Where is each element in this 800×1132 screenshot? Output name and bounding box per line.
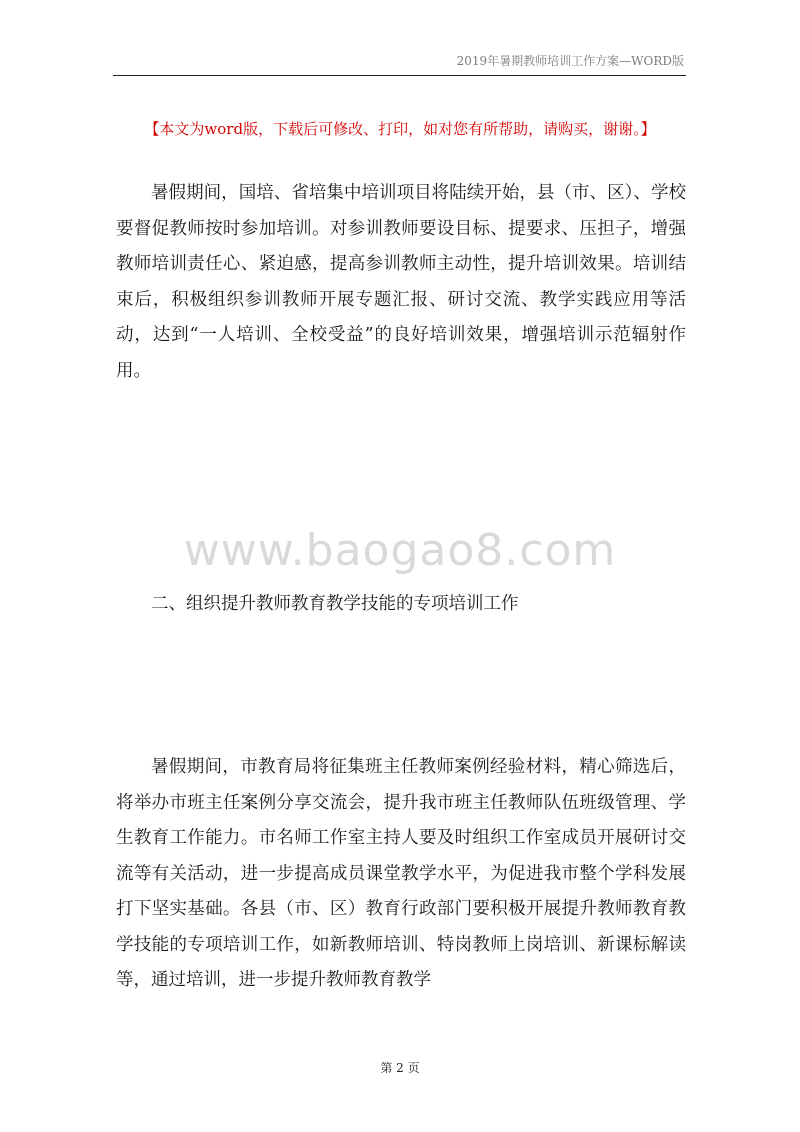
page-number: 第 2 页 [380, 1061, 420, 1075]
paragraph-2: 暑假期间，市教育局将征集班主任教师案例经验材料，精心筛选后，将举办市班主任案例分享交流会，提升我市班主任教师队伍班级管理、学生教育工作能力。市名师工作室主持人要及时组织工作室成员开展研讨交流等有关活动，进一步提高成员课堂教学水平，为促进我市整个学科发展打下坚实基础。各县（市、区）教育行政部门要积极开展提升教师教育教学技能的专项培训工作，如新教师培训、特岗教师上岗培训、新课标解读等，通过培训，进一步提升教师教育教学 [116, 757, 686, 990]
purchase-notice: 【本文为word版，下载后可修改、打印，如对您有所帮助，请购买，谢谢。】 [144, 120, 656, 138]
document-header-title: 2019年暑期教师培训工作方案—WORD版 [456, 54, 684, 68]
paragraph-1: 暑假期间，国培、省培集中培训项目将陆续开始，县（市、区）、学校要督促教师按时参加培训。对参训教师要设目标、提要求、压担子，增强教师培训责任心、紧迫感，提高参训教师主动性，提升培训效果。培训结束后，积极组织参训教师开展专题汇报、研讨交流、教学实践应用等活动，达到“一人培训、全校受益”的良好培训效果，增强培训示范辐射作用。 [116, 183, 686, 381]
watermark: www.baogao8.com [183, 525, 617, 576]
header-divider [113, 75, 686, 76]
section-heading: 二、组织提升教师教育教学技能的专项培训工作 [151, 594, 519, 614]
